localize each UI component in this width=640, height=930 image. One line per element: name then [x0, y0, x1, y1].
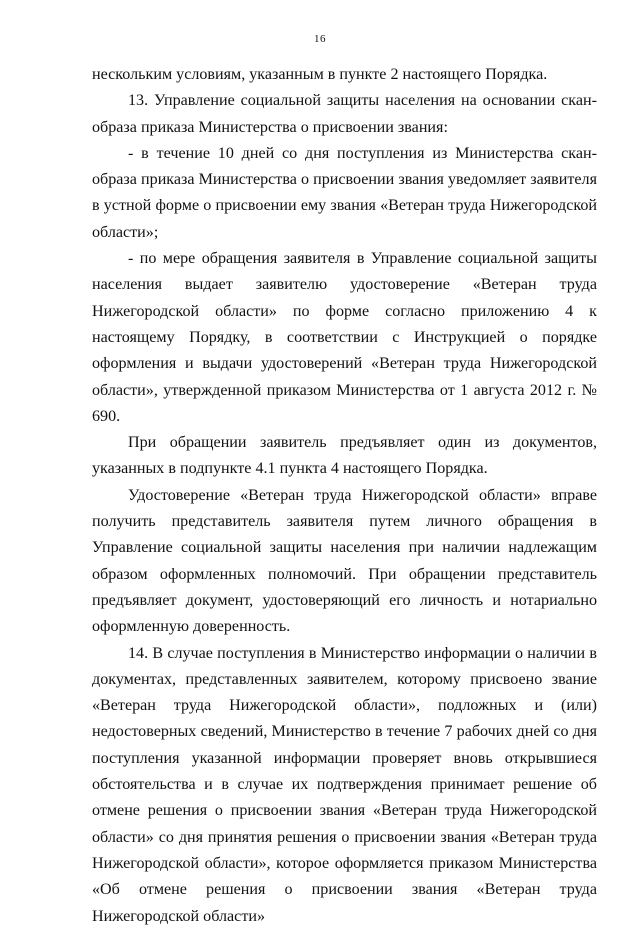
paragraph-continuation: нескольким условиям, указанным в пункте 2 настоящего Порядка. — [92, 66, 548, 83]
paragraph-certificate-issue: - по мере обращения заявителя в Управление социальной защиты населения выдает заявителю удостоверение «Ветеран труда Нижегородской области» по форме согласно приложению 4 к настоящему Порядку, в соответствии с Инструкцией о порядке оформления и выдачи удостоверений «Ветеран труда Нижегородской области», утвержденной приказом Министерства от 1 августа 2012 г. № 690. — [92, 250, 597, 425]
paragraph-item-13: 13. Управление социальной защиты населения на основании скан-образа приказа Министерства о присвоении звания: — [92, 92, 597, 136]
paragraph-documents: При обращении заявитель предъявляет один из документов, указанных в подпункте 4.1 пункта 4 настоящего Порядка. — [92, 434, 597, 478]
page-number: 16 — [314, 33, 326, 45]
paragraph-representative: Удостоверение «Ветеран труда Нижегородской области» вправе получить представитель заявителя путем личного обращения в Управление социальной защиты населения при наличии надлежащим образом оформленных полномочий. При обращении представитель предъявляет документ, удостоверяющий его личность и нотариально оформленную доверенность. — [92, 486, 597, 636]
document-body — [92, 62, 597, 930]
paragraph-item-14: 14. В случае поступления в Министерство информации о наличии в документах, представленных заявителем, которому присвоено звание «Ветеран труда Нижегородской области», подложных и (или) недостоверных сведений, Министерство в течение 7 рабочих дней со дня поступления указанной информации проверяет вновь открывшиеся обстоятельства и в случае их подтверждения принимает решение об отмене решения о присвоении звания «Ветеран труда Нижегородской области» со дня принятия решения о присвоении звания «Ветеран труда Нижегородской области», которое оформляется приказом Министерства «Об отмене решения о присвоении звания «Ветеран труда Нижегородской области» — [92, 644, 597, 925]
paragraph-notification: - в течение 10 дней со дня поступления из Министерства скан-образа приказа Министерства о присвоении звания уведомляет заявителя в устной форме о присвоении ему звания «Ветеран труда Нижегородской области»; — [92, 144, 597, 241]
